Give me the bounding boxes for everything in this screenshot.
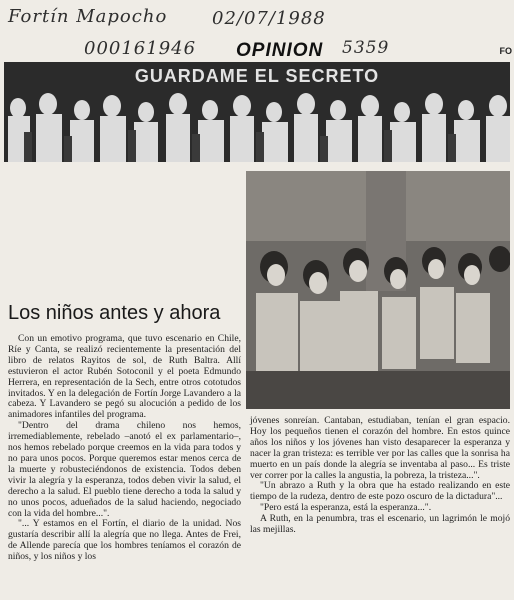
article-column-right xyxy=(250,416,510,536)
article-column-left xyxy=(8,334,241,563)
masthead-title: GUARDAME EL SECRETO xyxy=(134,66,380,86)
paragraph: "Pero está la esperanza, está la esperanza...". xyxy=(260,502,432,514)
column-masthead-banner xyxy=(4,62,510,162)
handwritten-number-note: 5359 xyxy=(342,38,390,58)
children-audience-photo xyxy=(246,171,510,409)
article-headline: Los niños antes y ahora xyxy=(8,302,221,324)
paragraph: jóvenes sonreían. Cantaban, estudiaban, tenían el gran espacio. Hoy los pequeños tienen el corazón del hombre. En estos quince años los niños y los jóvenes han visto desaparecer la esperanza y nacer la gran tristeza: es terrible ver por las calles que la sonrisa ha muerto en un país donde la alegría se inventaba al paso... Es triste ver correr por la calles la angustia, la pobreza, la tristeza...". xyxy=(250,415,510,481)
handwritten-archive-code: 000161946 xyxy=(84,38,197,59)
crowd-illustration xyxy=(4,92,510,162)
paragraph: "... Y estamos en el Fortín, el diario de la unidad. Nos gustaría describir allí la alegría que no llega. Antes de Frei, de Allende parecía que los hombres teníamos el corazón de niños, y los niños y los xyxy=(8,518,241,563)
section-label: OPINION xyxy=(236,40,324,61)
handwritten-source-note: Fortín Mapocho xyxy=(8,6,168,27)
corner-tag: FO xyxy=(499,46,512,56)
paragraph: A Ruth, en la penumbra, tras el escenario, un lagrimón le mojó las mejillas. xyxy=(250,513,510,536)
paragraph: "Un abrazo a Ruth y la obra que ha estado realizando en este tiempo de la rudeza, dentro de este pozo oscuro de la dictadura"... xyxy=(250,480,510,503)
paragraph: Con un emotivo programa, que tuvo escenario en Chile, Ríe y Canta, se realizó recientemente la presentación del libro de relatos Rayitos de sol, de Ruth Baltra. Allí estuvieron el actor Rubén Sotoconil y el poeta Edmundo Herrera, en representación de la Sech, entre otros cototudos invitados. Y en la delegación de Fortín Jorge Lavandero a la cabeza. Y Lavandero se pegó su alocución a pedido de los animadores infantiles del programa. xyxy=(8,333,241,421)
paragraph: "Dentro del drama chileno nos hemos, irremediablemente, rebelado –anotó el ex parlamentario–, nos hemos rebelado porque creemos en la vida para todos y no para unos pocos. Porque queremos estar menos cerca de la muerte y robusteciéndonos de existencia. Todos deben vivir la alegría y la esperanza, todos deben vivir la salud, el derecho a la salud. El pueblo tiene derecho a toda la salud y no unos pocos, adueñados de la salud haciendo, negociado con la vida del hombre...". xyxy=(8,420,241,519)
handwritten-date-note: 02/07/1988 xyxy=(212,8,326,29)
